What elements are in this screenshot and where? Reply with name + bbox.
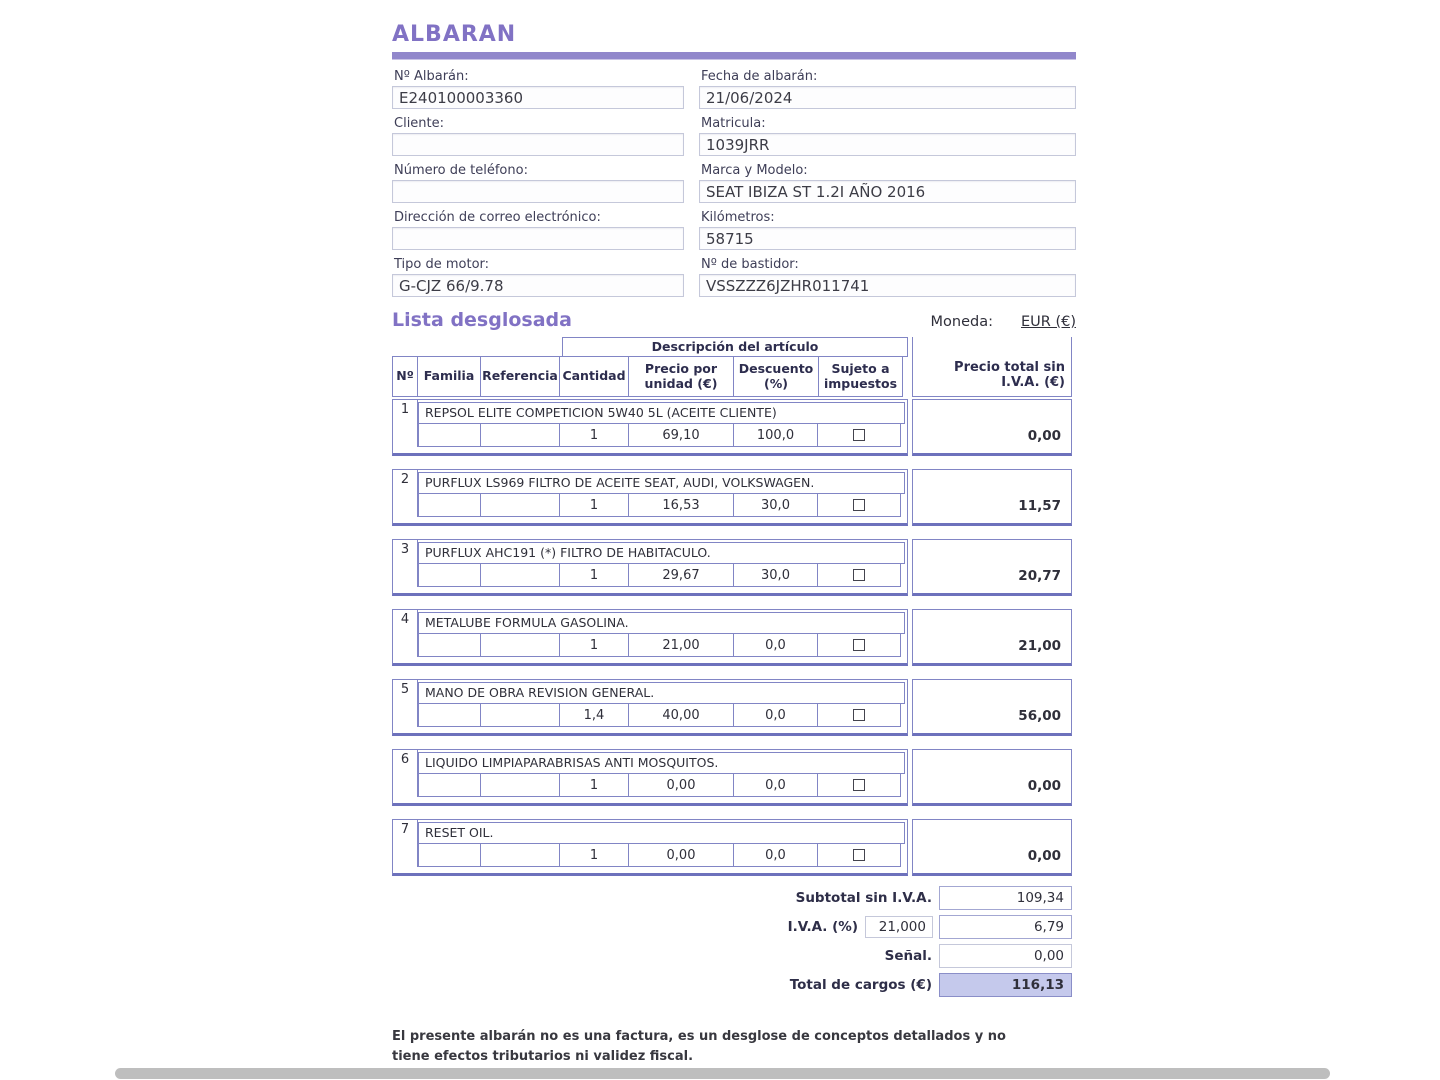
tipo-motor-label: Tipo de motor: <box>394 257 490 272</box>
item-row <box>392 679 1072 736</box>
cantidad-value: 1 <box>559 423 629 447</box>
header-form <box>392 67 1076 297</box>
descuento-value: 100,0 <box>733 423 818 447</box>
item-description: MANO DE OBRA REVISION GENERAL. <box>418 682 905 704</box>
no-albaran-input[interactable]: E240100003360 <box>392 86 684 109</box>
familia-cell <box>418 703 481 727</box>
col-header-precio-total: Precio total sin I.V.A. (€) <box>912 337 1072 397</box>
descuento-value: 0,0 <box>733 843 818 867</box>
tipo-motor-input[interactable]: G-CJZ 66/9.78 <box>392 274 684 297</box>
subtotal-value: 109,34 <box>939 886 1072 910</box>
col-header-familia: Familia <box>417 356 481 397</box>
precio-total-value: 56,00 <box>912 679 1072 736</box>
totals-section <box>392 885 1072 997</box>
precio-total-value: 0,00 <box>912 399 1072 456</box>
precio-total-value: 0,00 <box>912 749 1072 806</box>
fecha-label: Fecha de albarán: <box>701 69 818 84</box>
column-headers-row <box>392 356 908 397</box>
group-header-spacer <box>392 337 562 357</box>
kilometros-input[interactable]: 58715 <box>699 227 1076 250</box>
sujeto-impuestos-checkbox[interactable] <box>853 779 865 791</box>
precio-total-value: 11,57 <box>912 469 1072 526</box>
item-row <box>392 539 1072 596</box>
precio-unidad-value: 69,10 <box>628 423 734 447</box>
cantidad-value: 1 <box>559 493 629 517</box>
item-num: 1 <box>393 400 418 447</box>
descuento-value: 0,0 <box>733 773 818 797</box>
referencia-cell <box>480 493 560 517</box>
col-header-precio-unidad: Precio por unidad (€) <box>628 356 734 397</box>
senal-value: 0,00 <box>939 944 1072 968</box>
item-description: METALUBE FORMULA GASOLINA. <box>418 612 905 634</box>
field-matricula <box>699 114 1076 156</box>
senal-label: Señal. <box>884 947 932 964</box>
total-cargos-row <box>790 972 1072 997</box>
field-no-albaran <box>392 67 684 109</box>
iva-label: I.V.A. (%) <box>787 918 858 935</box>
marca-modelo-label: Marca y Modelo: <box>701 163 808 178</box>
bastidor-label: Nº de bastidor: <box>701 257 799 272</box>
precio-unidad-value: 40,00 <box>628 703 734 727</box>
descuento-value: 30,0 <box>733 493 818 517</box>
total-cargos-value: 116,13 <box>939 973 1072 997</box>
col-header-descuento: Descuento (%) <box>733 356 819 397</box>
descripcion-articulo-group-header: Descripción del artículo <box>562 337 908 357</box>
field-kilometros <box>699 208 1076 250</box>
subtotal-label: Subtotal sin I.V.A. <box>795 889 932 906</box>
items-table <box>392 337 1072 997</box>
field-fecha <box>699 67 1076 109</box>
precio-unidad-value: 0,00 <box>628 773 734 797</box>
title-underline-bar <box>392 52 1076 59</box>
bastidor-input[interactable]: VSSZZZ6JZHR011741 <box>699 274 1076 297</box>
precio-unidad-value: 21,00 <box>628 633 734 657</box>
referencia-cell <box>480 633 560 657</box>
cantidad-value: 1 <box>559 633 629 657</box>
precio-unidad-value: 16,53 <box>628 493 734 517</box>
col-header-sujeto-impuestos: Sujeto a impuestos <box>818 356 903 397</box>
senal-row <box>885 943 1072 968</box>
sujeto-impuestos-checkbox[interactable] <box>853 429 865 441</box>
item-num: 7 <box>393 820 418 867</box>
col-header-referencia: Referencia <box>480 356 560 397</box>
cantidad-value: 1 <box>559 773 629 797</box>
total-cargos-label: Total de cargos (€) <box>789 976 932 993</box>
matricula-label: Matricula: <box>701 116 766 131</box>
precio-total-value: 21,00 <box>912 609 1072 666</box>
field-telefono <box>392 161 684 203</box>
precio-total-value: 0,00 <box>912 819 1072 876</box>
moneda-value: EUR (€) <box>1021 314 1076 330</box>
list-heading-row <box>392 309 1076 331</box>
scan-bottom-edge <box>115 1068 1330 1079</box>
referencia-cell <box>480 703 560 727</box>
moneda-group <box>931 314 1076 330</box>
table-header-left <box>392 337 908 397</box>
cantidad-value: 1,4 <box>559 703 629 727</box>
item-description: REPSOL ELITE COMPETICION 5W40 5L (ACEITE CLIENTE) <box>418 402 905 424</box>
sujeto-impuestos-checkbox[interactable] <box>853 709 865 721</box>
cliente-input[interactable] <box>392 133 684 156</box>
item-num: 3 <box>393 540 418 587</box>
descuento-value: 0,0 <box>733 703 818 727</box>
item-description: PURFLUX LS969 FILTRO DE ACEITE SEAT, AUDI, VOLKSWAGEN. <box>418 472 905 494</box>
familia-cell <box>418 423 481 447</box>
item-row <box>392 819 1072 876</box>
precio-unidad-value: 0,00 <box>628 843 734 867</box>
precio-unidad-value: 29,67 <box>628 563 734 587</box>
kilometros-label: Kilómetros: <box>701 210 775 225</box>
marca-modelo-input[interactable]: SEAT IBIZA ST 1.2I AÑO 2016 <box>699 180 1076 203</box>
referencia-cell <box>480 563 560 587</box>
field-cliente <box>392 114 684 156</box>
col-header-cantidad: Cantidad <box>559 356 629 397</box>
cliente-label: Cliente: <box>394 116 445 131</box>
familia-cell <box>418 633 481 657</box>
no-albaran-label: Nº Albarán: <box>394 69 469 84</box>
email-label: Dirección de correo electrónico: <box>394 210 601 225</box>
referencia-cell <box>480 843 560 867</box>
item-description: PURFLUX AHC191 (*) FILTRO DE HABITACULO. <box>418 542 905 564</box>
field-marca-modelo <box>699 161 1076 203</box>
familia-cell <box>418 843 481 867</box>
lista-desglosada-heading: Lista desglosada <box>392 309 572 331</box>
sujeto-impuestos-checkbox[interactable] <box>853 849 865 861</box>
item-num: 6 <box>393 750 418 797</box>
descuento-value: 0,0 <box>733 633 818 657</box>
item-row <box>392 749 1072 806</box>
field-email <box>392 208 684 250</box>
item-row <box>392 609 1072 666</box>
referencia-cell <box>480 423 560 447</box>
item-num: 2 <box>393 470 418 517</box>
item-num: 4 <box>393 610 418 657</box>
item-description: LIQUIDO LIMPIAPARABRISAS ANTI MOSQUITOS. <box>418 752 905 774</box>
referencia-cell <box>480 773 560 797</box>
subtotal-row <box>796 885 1072 910</box>
iva-pct-input[interactable]: 21,000 <box>865 916 933 938</box>
cantidad-value: 1 <box>559 563 629 587</box>
moneda-label: Moneda: <box>930 314 993 330</box>
familia-cell <box>418 493 481 517</box>
precio-total-value: 20,77 <box>912 539 1072 596</box>
email-input[interactable] <box>392 227 684 250</box>
iva-row <box>788 914 1072 939</box>
field-tipo-motor <box>392 255 684 297</box>
descuento-value: 30,0 <box>733 563 818 587</box>
familia-cell <box>418 773 481 797</box>
familia-cell <box>418 563 481 587</box>
item-description: RESET OIL. <box>418 822 905 844</box>
cantidad-value: 1 <box>559 843 629 867</box>
albaran-document <box>392 22 1076 1066</box>
item-row <box>392 469 1072 526</box>
iva-value: 6,79 <box>939 915 1072 939</box>
item-row <box>392 399 1072 456</box>
item-num: 5 <box>393 680 418 727</box>
col-header-num: Nº <box>392 356 418 397</box>
field-bastidor <box>699 255 1076 297</box>
telefono-input[interactable] <box>392 180 684 203</box>
legal-footer-note: El presente albarán no es una factura, es un desglose de conceptos detallados y no tiene efectos tributarios ni validez fiscal. <box>392 1029 1006 1064</box>
sujeto-impuestos-checkbox[interactable] <box>853 639 865 651</box>
table-header <box>392 337 1072 397</box>
group-header-row <box>392 337 908 357</box>
sujeto-impuestos-checkbox[interactable] <box>853 569 865 581</box>
matricula-input[interactable]: 1039JRR <box>699 133 1076 156</box>
sujeto-impuestos-checkbox[interactable] <box>853 499 865 511</box>
telefono-label: Número de teléfono: <box>394 163 528 178</box>
fecha-input[interactable]: 21/06/2024 <box>699 86 1076 109</box>
page-title: ALBARAN <box>392 22 517 47</box>
